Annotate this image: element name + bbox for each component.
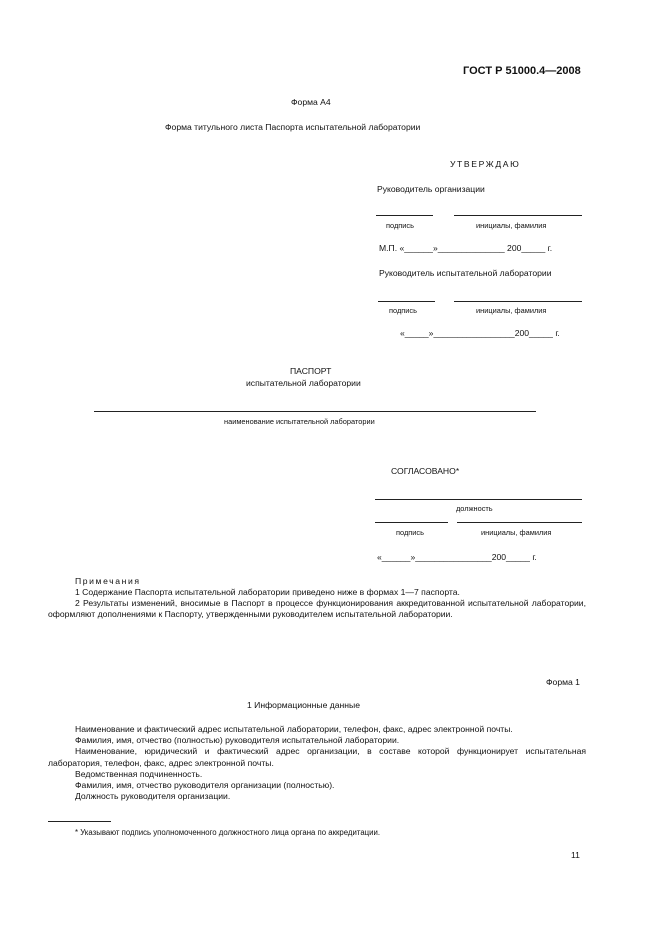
signature-line [375, 522, 448, 523]
stamp-date-line: М.П. «______»______________ 200_____ г. [379, 243, 553, 253]
footnote-separator [48, 821, 111, 822]
passport-title: ПАСПОРТ [290, 366, 332, 376]
name-caption: инициалы, фамилия [476, 221, 547, 230]
approval-heading: УТВЕРЖДАЮ [450, 159, 521, 169]
name-line [457, 522, 582, 523]
form1-paragraphs [48, 724, 586, 802]
page-number: 11 [571, 850, 580, 860]
standard-number: ГОСТ Р 51000.4—2008 [463, 65, 581, 77]
form1-paragraph: Наименование и фактический адрес испытательной лаборатории, телефон, факс, адрес электронной почты. [75, 724, 513, 734]
note-item: 1 Содержание Паспорта испытательной лаборатории приведено ниже в формах 1—7 паспорта. [75, 587, 460, 597]
form1-paragraph: Фамилия, имя, отчество руководителя организации (полностью). [75, 780, 335, 791]
signature-line [376, 215, 433, 216]
form-title: Форма титульного листа Паспорта испытательной лаборатории [165, 122, 421, 132]
lab-name-line [94, 411, 536, 412]
position-line [375, 499, 582, 500]
date-line: «_____»_________________200_____ г. [400, 328, 560, 338]
org-head-label: Руководитель организации [377, 184, 485, 194]
form1-paragraph: Наименование, юридический и фактический адрес организации, в составе которой функционирует испытательная лаборатория, телефон, факс, адрес электронной почты. [48, 746, 586, 768]
form-label: Форма А4 [291, 97, 331, 107]
notes-heading: Примечания [75, 576, 141, 586]
notes-list [48, 587, 586, 621]
name-caption: инициалы, фамилия [476, 306, 547, 315]
date-line: «______»________________200_____ г. [377, 552, 537, 562]
name-line [454, 301, 582, 302]
signature-caption: подпись [386, 221, 414, 230]
signature-line [378, 301, 435, 302]
note-item: 2 Результаты изменений, вносимые в Паспорт в процессе функционирования аккредитованной испытательной лаборатории, оформляют дополнениями к Паспорту, утвержденными руководителем испытательной лаборатории. [48, 598, 586, 620]
signature-caption: подпись [389, 306, 417, 315]
passport-subtitle: испытательной лаборатории [246, 378, 361, 388]
footnote: * Указывают подпись уполномоченного должностного лица органа по аккредитации. [75, 828, 381, 837]
section-title: 1 Информационные данные [247, 700, 360, 710]
form1-paragraph: Ведомственная подчиненность. [75, 768, 203, 779]
form1-paragraph: Должность руководителя организации. [75, 791, 231, 802]
form1-label: Форма 1 [546, 677, 580, 687]
lab-name-caption: наименование испытательной лаборатории [224, 417, 375, 426]
name-caption: инициалы, фамилия [481, 528, 552, 537]
name-line [454, 215, 582, 216]
signature-caption: подпись [396, 528, 424, 537]
form1-paragraph: Фамилия, имя, отчество (полностью) руководителя испытательной лаборатории. [75, 735, 400, 746]
agreed-heading: СОГЛАСОВАНО* [391, 466, 460, 476]
lab-head-label: Руководитель испытательной лаборатории [379, 268, 552, 278]
position-caption: должность [456, 504, 493, 513]
